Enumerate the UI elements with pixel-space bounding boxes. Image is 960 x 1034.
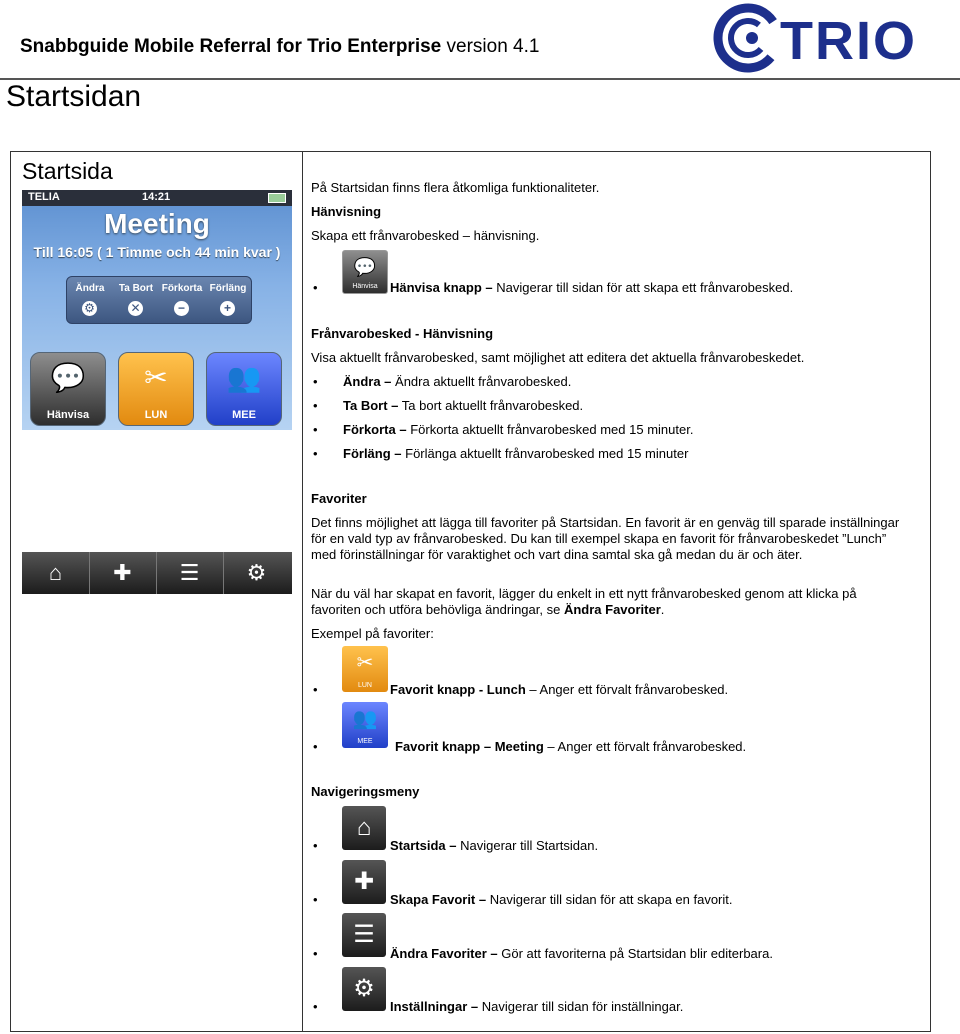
favoriter-heading-text: Favoriter bbox=[311, 491, 367, 506]
forlang-button[interactable] bbox=[205, 277, 251, 323]
skapa-favorit-nav-item bbox=[390, 892, 733, 907]
mee-icon-label: MEE bbox=[357, 738, 373, 745]
andra-label: Ändra bbox=[75, 283, 105, 294]
ta-bort-button[interactable] bbox=[113, 277, 159, 323]
lunch-bold: Favorit knapp - Lunch bbox=[390, 682, 526, 697]
skapa-favorit-text: Navigerar till sidan för att skapa en favorit. bbox=[486, 892, 733, 907]
hanvisa-tile-label: Hänvisa bbox=[46, 409, 90, 421]
lun-favorite-icon bbox=[342, 646, 388, 692]
lunch-text: – Anger ett förvalt frånvarobesked. bbox=[525, 682, 729, 697]
andra-favoriter-nav-item bbox=[390, 946, 773, 961]
ta-bort-text: Ta bort aktuellt frånvarobesked. bbox=[398, 398, 584, 413]
gear-icon: ⚙ bbox=[82, 301, 97, 316]
status-subheading: Till 16:05 ( 1 Timme och 44 min kvar ) bbox=[33, 244, 281, 260]
list-item bbox=[343, 398, 583, 413]
sliders-icon[interactable]: ☰ bbox=[156, 552, 224, 594]
lun-tile-label: LUN bbox=[144, 409, 168, 421]
navigation-bar bbox=[22, 552, 292, 594]
exempel-label: Exempel på favoriter: bbox=[311, 626, 434, 641]
favoriter-p2-end: . bbox=[660, 602, 665, 617]
gear-icon[interactable]: ⚙ bbox=[246, 560, 267, 585]
people-icon: 👥 bbox=[352, 708, 378, 730]
bullet bbox=[313, 398, 318, 413]
lun-icon-label: LUN bbox=[357, 682, 372, 689]
carrier-label: TELIA bbox=[28, 191, 60, 203]
mee-tile-label: MEE bbox=[232, 409, 256, 421]
header-title-bold: Snabbguide Mobile Referral for Trio Enterprise bbox=[20, 36, 442, 57]
trio-logo bbox=[712, 2, 932, 74]
favoriter-paragraph-2 bbox=[311, 586, 903, 618]
bullet bbox=[313, 946, 318, 961]
franvaro-heading bbox=[311, 326, 911, 342]
bullet bbox=[313, 892, 318, 907]
meeting-text: – Anger ett förvalt frånvarobesked. bbox=[543, 739, 747, 754]
hanvisning-heading bbox=[311, 204, 911, 220]
andra-favoriter-bold: Ändra Favoriter – bbox=[390, 946, 498, 961]
andra-favoriter-text: Gör att favoriterna på Startsidan blir editerbara. bbox=[497, 946, 773, 961]
bullet bbox=[313, 280, 318, 295]
hanvisa-tile[interactable] bbox=[30, 352, 106, 426]
people-icon: 👥 bbox=[226, 362, 262, 393]
favoriter-paragraph-1: Det finns möjlighet att lägga till favoriter på Startsidan. En favorit är en genväg till sparade inställningar för en vald typ av frånvarobesked. Du kan till exempel skapa en favorit för frånvarobeskedet ”Lunch” med förinställningar för varaktighet och vart dina samtal ska gå medan du är och äter. bbox=[311, 515, 900, 562]
favoriter-p2-text: När du väl har skapat en favorit, lägger du enkelt in ett nytt frånvarobesked genom att klicka på favoriten och utföra behövliga ändringar, se bbox=[311, 586, 857, 617]
header-rule bbox=[0, 78, 960, 80]
bullet bbox=[313, 446, 318, 461]
logo-text: TRIO bbox=[780, 11, 917, 71]
bullet bbox=[313, 838, 318, 853]
forkorta-text: Förkorta aktuellt frånvarobesked med 15 minuter. bbox=[406, 422, 694, 437]
hanvisning-text: Skapa ett frånvarobesked – hänvisning. bbox=[311, 228, 540, 243]
ta-bort-bold: Ta Bort – bbox=[343, 398, 399, 413]
list-item bbox=[343, 374, 571, 389]
column-divider bbox=[302, 151, 303, 1031]
meeting-favorite-item bbox=[395, 739, 746, 754]
document-header-title bbox=[20, 36, 539, 58]
franvaro-text: Visa aktuellt frånvarobesked, samt möjlighet att editera det aktuella frånvarobeskedet. bbox=[311, 350, 805, 365]
hanvisa-item-text: Navigerar till sidan för att skapa ett frånvarobesked. bbox=[492, 280, 794, 295]
speech-bubble-icon: 💬 bbox=[353, 257, 377, 277]
andra-bold: Ändra – bbox=[343, 374, 392, 389]
speech-bubble-icon: 💬 bbox=[50, 362, 86, 393]
forkorta-bold: Förkorta – bbox=[343, 422, 407, 437]
gear-icon: ⚙ bbox=[342, 967, 386, 1011]
installningar-nav-item bbox=[390, 999, 683, 1014]
installningar-text: Navigerar till sidan för inställningar. bbox=[478, 999, 684, 1014]
forkorta-button[interactable] bbox=[159, 277, 205, 323]
plus-icon: + bbox=[220, 301, 235, 316]
action-strip bbox=[66, 276, 252, 324]
hanvisa-icon-label: Hänvisa bbox=[352, 283, 378, 290]
startsida-nav-item bbox=[390, 838, 598, 853]
bullet bbox=[313, 422, 318, 437]
home-icon: ⌂ bbox=[342, 806, 386, 850]
hanvisa-button-icon bbox=[342, 250, 388, 294]
list-item bbox=[343, 446, 688, 461]
section-title: Startsida bbox=[22, 158, 113, 184]
battery-icon bbox=[268, 193, 286, 203]
bullet bbox=[313, 999, 318, 1014]
startsida-text: Navigerar till Startsidan. bbox=[456, 838, 599, 853]
minus-icon: − bbox=[174, 301, 189, 316]
andra-favoriter-ref: Ändra Favoriter bbox=[563, 602, 661, 617]
navigeringsmeny-heading bbox=[311, 784, 911, 800]
bullet bbox=[313, 374, 318, 389]
forlang-text: Förlänga aktuellt frånvarobesked med 15 minuter bbox=[401, 446, 689, 461]
lunch-favorite-item bbox=[390, 682, 728, 697]
fork-knife-icon: ✂ bbox=[356, 652, 374, 674]
skapa-favorit-bold: Skapa Favorit – bbox=[390, 892, 487, 907]
sliders-icon: ☰ bbox=[342, 913, 386, 957]
forlang-label: Förläng bbox=[209, 283, 247, 294]
mee-favorite-icon bbox=[342, 702, 388, 748]
lun-tile[interactable] bbox=[118, 352, 194, 426]
navigeringsmeny-heading-text: Navigeringsmeny bbox=[311, 784, 420, 799]
hanvisning-heading-text: Hänvisning bbox=[311, 204, 382, 219]
plus-icon[interactable]: ✚ bbox=[89, 552, 157, 594]
plus-icon: ✚ bbox=[342, 860, 386, 904]
hanvisa-item bbox=[390, 280, 793, 295]
startsida-bold: Startsida – bbox=[390, 838, 457, 853]
mee-tile[interactable] bbox=[206, 352, 282, 426]
andra-button[interactable] bbox=[67, 277, 113, 323]
close-icon: ✕ bbox=[128, 301, 143, 316]
ta-bort-label: Ta Bort bbox=[118, 283, 154, 294]
status-heading: Meeting bbox=[104, 208, 210, 239]
clock-label: 14:21 bbox=[142, 191, 171, 203]
bullet bbox=[313, 739, 318, 754]
installningar-bold: Inställningar – bbox=[390, 999, 479, 1014]
intro-text: På Startsidan finns flera åtkomliga funktionaliteter. bbox=[311, 180, 600, 195]
meeting-bold: Favorit knapp – Meeting bbox=[395, 739, 544, 754]
forlang-bold: Förläng – bbox=[343, 446, 402, 461]
list-item bbox=[343, 422, 693, 437]
favoriter-heading bbox=[311, 491, 911, 507]
bullet bbox=[313, 682, 318, 697]
franvaro-heading-text: Frånvarobesked - Hänvisning bbox=[311, 326, 494, 341]
fork-knife-icon: ✂ bbox=[144, 362, 168, 393]
andra-text: Ändra aktuellt frånvarobesked. bbox=[391, 374, 572, 389]
home-icon[interactable]: ⌂ bbox=[22, 552, 90, 594]
hanvisa-item-bold: Hänvisa knapp – bbox=[390, 280, 493, 295]
forkorta-label: Förkorta bbox=[161, 283, 203, 294]
phone-startsida-screenshot bbox=[22, 190, 292, 430]
header-version: version 4.1 bbox=[446, 36, 540, 57]
phone-status-bar bbox=[22, 190, 292, 206]
page-title: Startsidan bbox=[6, 80, 142, 113]
